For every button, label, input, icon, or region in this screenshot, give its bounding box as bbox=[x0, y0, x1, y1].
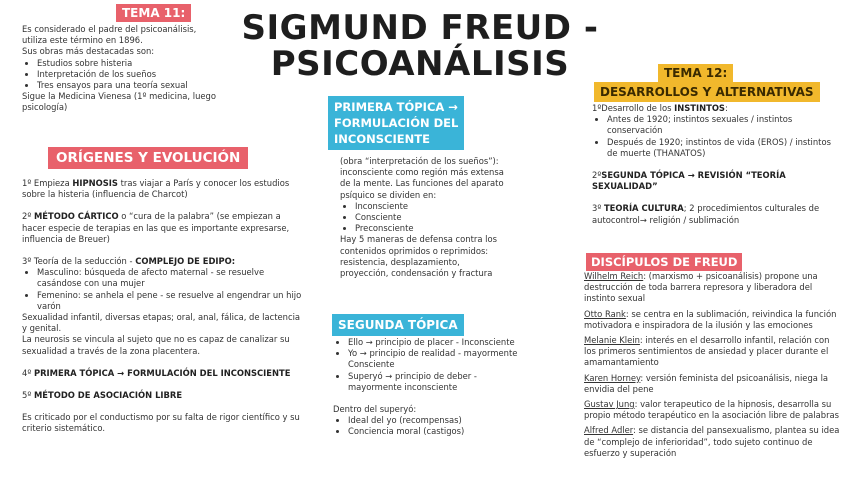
origenes-sexualidad: Sexualidad infantil, diversas etapas; oral, anal, fálica, de lactencia y genital. bbox=[22, 312, 301, 334]
list-item: • Estudios sobre histeria bbox=[37, 58, 227, 69]
primera-topica-tag bbox=[328, 96, 464, 150]
primera-text: (obra “interpretación de los sueños”): inconsciente como región más extensa de la mente. Las funciones del aparato psíquico se dividen en: bbox=[340, 156, 504, 200]
list-item: • Conciencia moral (castigos) bbox=[348, 426, 523, 437]
origenes-neurosis: La neurosis se vincula al sujeto que no es capaz de canalizar su sexualidad a través de la zona placentera. bbox=[22, 334, 290, 356]
list-item: • Tres ensayos para una teoría sexual bbox=[37, 80, 227, 91]
tema12-p3: 3º TEORÍA CULTURA; 2 procedimientos culturales de autocontrol→ religión / sublimación bbox=[592, 203, 820, 225]
tema11-works-list bbox=[22, 58, 227, 92]
list-item: • Consciente bbox=[355, 212, 510, 223]
segunda-list bbox=[333, 337, 523, 393]
tema12-p2: 2ºSEGUNDA TÓPICA → REVISIÓN “TEORÍA SEXUALIDAD” bbox=[592, 170, 786, 192]
origenes-p2: 2º MÉTODO CÁRTICO o “cura de la palabra” (se empiezan a hacer especie de terapias en las que es importante expresarse, influencia de Breuer) bbox=[22, 211, 290, 244]
discipulo-jung: Gustav Jung: valor terapeutico de la hipnosis, desarrolla su propio método terapéutico en la asociación libre de palabras bbox=[584, 399, 840, 421]
tema11-intro-3: Sus obras más destacadas son: bbox=[22, 46, 155, 57]
origenes-p3: 3º Teoría de la seducción - COMPLEJO DE EDIPO: bbox=[22, 256, 236, 267]
list-item: • Después de 1920; instintos de vida (EROS) / instintos de muerte (THANATOS) bbox=[607, 137, 840, 159]
origenes-tag: ORÍGENES Y EVOLUCIÓN bbox=[48, 147, 248, 169]
list-item: • Ideal del yo (recompensas) bbox=[348, 415, 523, 426]
tema11-tag: TEMA 11: bbox=[116, 4, 191, 22]
tema12-p1: 1ºDesarrollo de los INSTINTOS: bbox=[592, 103, 728, 113]
origenes-p4: 4º PRIMERA TÓPICA → FORMULACIÓN DEL INCONSCIENTE bbox=[22, 367, 291, 378]
title-line-1: SIGMUND FREUD - bbox=[241, 8, 599, 48]
list-item: • Masculino: búsqueda de afecto maternal - se resuelve casándose con una mujer bbox=[37, 267, 304, 289]
list-item: • Ello → principio de placer - Inconsciente bbox=[348, 337, 523, 348]
tema11-section bbox=[22, 24, 227, 114]
discipulo-reich: Wilhelm Reich: (marxismo + psicoanálisis) propone una destrucción de toda barrera represora y liberadora del instinto sexual bbox=[584, 271, 818, 304]
origenes-section bbox=[22, 178, 304, 435]
discipulos-section bbox=[584, 271, 840, 459]
superyo-list bbox=[333, 415, 523, 437]
discipulo-rank: Otto Rank: se centra en la sublimación, reivindica la función motivadora e inspiradora de la ilusión y las emociones bbox=[584, 308, 837, 330]
list-item: • Superyó → principio de deber - mayormente inconsciente bbox=[348, 371, 523, 393]
title-line-2: PSICOANÁLISIS bbox=[270, 44, 570, 84]
tema11-intro-1: Es considerado el padre del psicoanálisis, bbox=[22, 24, 197, 34]
segunda-section bbox=[333, 337, 523, 438]
list-item: • Femenino: se anhela el pene - se resuelve al engendrar un hijo varón bbox=[37, 290, 304, 312]
origenes-p5: 5º MÉTODO DE ASOCIACIÓN LIBRE bbox=[22, 390, 183, 401]
discipulos-tag: DISCÍPULOS DE FREUD bbox=[586, 253, 742, 271]
primera-list bbox=[340, 201, 510, 235]
segunda-sub: Dentro del superyó: bbox=[333, 404, 417, 415]
primera-outro: Hay 5 maneras de defensa contra los contenidos oprimidos o reprimidos: resistencia, desplazamiento, proyección, condensación y fractura bbox=[340, 234, 497, 279]
primera-tag-line-2: FORMULACIÓN DEL bbox=[334, 116, 459, 130]
segunda-topica-tag: SEGUNDA TÓPICA bbox=[332, 314, 464, 336]
page-title bbox=[210, 10, 630, 82]
discipulo-horney: Karen Horney: versión feminista del psicoanálisis, niega la envidia del pene bbox=[584, 372, 829, 394]
list-item: • Antes de 1920; instintos sexuales / instintos conservación bbox=[607, 114, 840, 136]
list-item: • Interpretación de los sueños bbox=[37, 69, 227, 80]
list-item: • Preconsciente bbox=[355, 223, 510, 234]
edipo-list bbox=[22, 267, 304, 312]
discipulo-klein: Melanie Klein: interés en el desarrollo infantil, relación con los primeros sentimientos de ansiedad y placer durante el amamantamiento bbox=[584, 335, 830, 368]
discipulo-adler: Alfred Adler: se distancia del pansexualismo, plantea su idea de “complejo de inferioridad”, todo sujeto continuo de esfuerzo y superación bbox=[584, 425, 840, 458]
tema11-intro-2: utiliza este término en 1896. bbox=[22, 35, 143, 46]
instintos-list bbox=[592, 114, 840, 159]
tema11-outro: Sigue la Medicina Vienesa (1º medicina, luego psicología) bbox=[22, 91, 216, 113]
primera-tag-line-3: INCONSCIENTE bbox=[334, 132, 430, 146]
tema12-section bbox=[592, 103, 840, 226]
list-item: • Inconsciente bbox=[355, 201, 510, 212]
origenes-p1: 1º Empieza HIPNOSIS tras viajar a París y conocer los estudios sobre la histeria (influencia de Charcot) bbox=[22, 178, 290, 200]
origenes-p6: Es criticado por el conductismo por su falta de rigor científico y su criterio sistemático. bbox=[22, 412, 300, 434]
primera-tag-line-1: PRIMERA TÓPICA → bbox=[334, 100, 458, 114]
desarrollos-tag: DESARROLLOS Y ALTERNATIVAS bbox=[594, 82, 820, 102]
tema12-tag: TEMA 12: bbox=[658, 64, 733, 82]
primera-section bbox=[340, 156, 510, 279]
list-item: • Yo → principio de realidad - mayormente Consciente bbox=[348, 348, 523, 370]
